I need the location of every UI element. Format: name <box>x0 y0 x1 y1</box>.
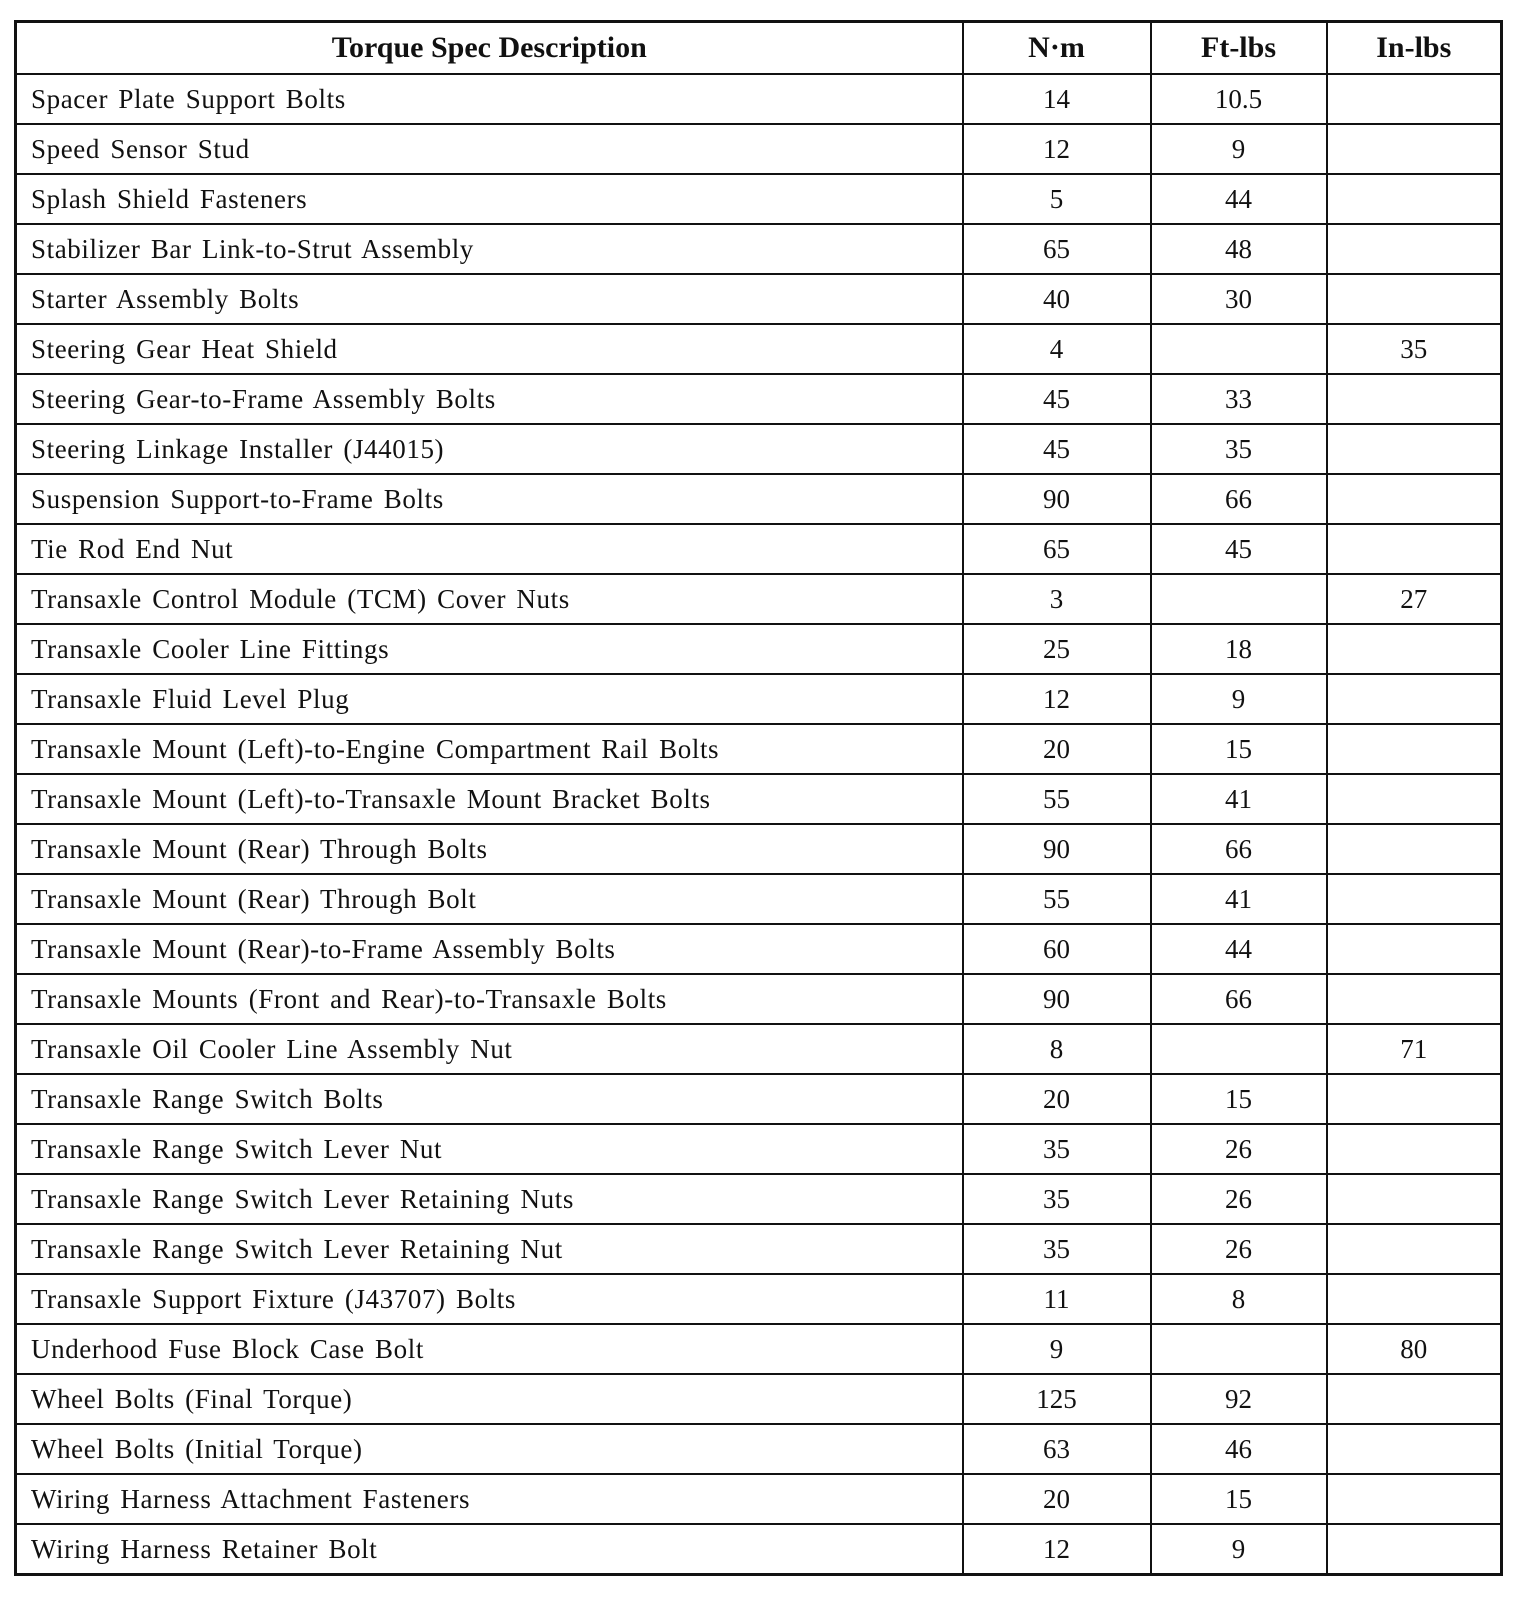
cell-description: Transaxle Fluid Level Plug <box>16 674 963 724</box>
cell-inlbs <box>1327 524 1502 574</box>
cell-ftlbs: 46 <box>1151 1424 1327 1474</box>
cell-ftlbs: 92 <box>1151 1374 1327 1424</box>
cell-ftlbs: 41 <box>1151 874 1327 924</box>
table-row <box>16 1524 1502 1575</box>
cell-ftlbs: 26 <box>1151 1174 1327 1224</box>
cell-inlbs <box>1327 874 1502 924</box>
cell-ftlbs <box>1151 574 1327 624</box>
cell-inlbs <box>1327 1524 1502 1575</box>
cell-nm: 25 <box>963 624 1151 674</box>
cell-nm: 40 <box>963 274 1151 324</box>
cell-nm: 90 <box>963 974 1151 1024</box>
cell-nm: 45 <box>963 374 1151 424</box>
cell-description: Spacer Plate Support Bolts <box>16 74 963 124</box>
cell-inlbs <box>1327 124 1502 174</box>
cell-ftlbs: 15 <box>1151 724 1327 774</box>
cell-nm: 90 <box>963 824 1151 874</box>
table-row <box>16 374 1502 424</box>
cell-description: Wiring Harness Retainer Bolt <box>16 1524 963 1575</box>
cell-nm: 20 <box>963 1474 1151 1524</box>
table-row <box>16 1024 1502 1074</box>
cell-nm: 35 <box>963 1124 1151 1174</box>
cell-inlbs: 71 <box>1327 1024 1502 1074</box>
cell-description: Steering Gear Heat Shield <box>16 324 963 374</box>
table-row <box>16 174 1502 224</box>
cell-ftlbs: 33 <box>1151 374 1327 424</box>
cell-nm: 9 <box>963 1324 1151 1374</box>
cell-inlbs: 80 <box>1327 1324 1502 1374</box>
table-row <box>16 1324 1502 1374</box>
cell-inlbs <box>1327 674 1502 724</box>
cell-inlbs: 35 <box>1327 324 1502 374</box>
cell-nm: 63 <box>963 1424 1151 1474</box>
cell-nm: 65 <box>963 524 1151 574</box>
table-row <box>16 1074 1502 1124</box>
header-ftlbs: Ft-lbs <box>1151 22 1327 75</box>
cell-ftlbs: 66 <box>1151 474 1327 524</box>
cell-nm: 20 <box>963 724 1151 774</box>
cell-inlbs <box>1327 74 1502 124</box>
cell-nm: 11 <box>963 1274 1151 1324</box>
cell-ftlbs: 26 <box>1151 1224 1327 1274</box>
cell-nm: 12 <box>963 124 1151 174</box>
cell-description: Transaxle Mount (Rear)-to-Frame Assembly Bolts <box>16 924 963 974</box>
cell-inlbs <box>1327 1074 1502 1124</box>
cell-description: Transaxle Mounts (Front and Rear)-to-Transaxle Bolts <box>16 974 963 1024</box>
cell-ftlbs: 9 <box>1151 1524 1327 1575</box>
cell-description: Speed Sensor Stud <box>16 124 963 174</box>
table-row <box>16 224 1502 274</box>
cell-nm: 45 <box>963 424 1151 474</box>
cell-description: Stabilizer Bar Link-to-Strut Assembly <box>16 224 963 274</box>
table-row <box>16 674 1502 724</box>
cell-description: Transaxle Range Switch Lever Retaining Nuts <box>16 1174 963 1224</box>
cell-inlbs <box>1327 724 1502 774</box>
cell-description: Wiring Harness Attachment Fasteners <box>16 1474 963 1524</box>
cell-nm: 60 <box>963 924 1151 974</box>
cell-ftlbs: 15 <box>1151 1074 1327 1124</box>
cell-description: Steering Linkage Installer (J44015) <box>16 424 963 474</box>
cell-inlbs <box>1327 224 1502 274</box>
cell-inlbs <box>1327 424 1502 474</box>
table-row <box>16 824 1502 874</box>
cell-nm: 12 <box>963 674 1151 724</box>
cell-inlbs <box>1327 924 1502 974</box>
cell-inlbs <box>1327 374 1502 424</box>
cell-nm: 35 <box>963 1224 1151 1274</box>
cell-nm: 55 <box>963 774 1151 824</box>
header-description: Torque Spec Description <box>16 22 963 75</box>
header-row <box>16 22 1502 75</box>
cell-nm: 90 <box>963 474 1151 524</box>
cell-ftlbs <box>1151 324 1327 374</box>
table-row <box>16 74 1502 124</box>
table-row <box>16 924 1502 974</box>
cell-ftlbs <box>1151 1024 1327 1074</box>
cell-ftlbs: 18 <box>1151 624 1327 674</box>
cell-description: Steering Gear-to-Frame Assembly Bolts <box>16 374 963 424</box>
table-row <box>16 274 1502 324</box>
cell-ftlbs: 30 <box>1151 274 1327 324</box>
cell-description: Transaxle Control Module (TCM) Cover Nuts <box>16 574 963 624</box>
cell-ftlbs: 41 <box>1151 774 1327 824</box>
cell-ftlbs: 44 <box>1151 924 1327 974</box>
cell-inlbs <box>1327 174 1502 224</box>
cell-ftlbs: 66 <box>1151 824 1327 874</box>
table-row <box>16 1424 1502 1474</box>
table-row <box>16 624 1502 674</box>
table-row <box>16 124 1502 174</box>
cell-description: Suspension Support-to-Frame Bolts <box>16 474 963 524</box>
cell-ftlbs <box>1151 1324 1327 1374</box>
cell-description: Transaxle Range Switch Lever Retaining Nut <box>16 1224 963 1274</box>
cell-description: Transaxle Mount (Left)-to-Engine Compartment Rail Bolts <box>16 724 963 774</box>
cell-description: Transaxle Mount (Rear) Through Bolts <box>16 824 963 874</box>
table-row <box>16 1174 1502 1224</box>
cell-inlbs <box>1327 1274 1502 1324</box>
cell-description: Underhood Fuse Block Case Bolt <box>16 1324 963 1374</box>
cell-description: Wheel Bolts (Initial Torque) <box>16 1424 963 1474</box>
cell-inlbs <box>1327 1124 1502 1174</box>
cell-description: Tie Rod End Nut <box>16 524 963 574</box>
cell-description: Transaxle Mount (Left)-to-Transaxle Mount Bracket Bolts <box>16 774 963 824</box>
table-row <box>16 974 1502 1024</box>
cell-inlbs: 27 <box>1327 574 1502 624</box>
cell-nm: 20 <box>963 1074 1151 1124</box>
cell-nm: 55 <box>963 874 1151 924</box>
cell-ftlbs: 15 <box>1151 1474 1327 1524</box>
cell-description: Transaxle Range Switch Lever Nut <box>16 1124 963 1174</box>
table-body <box>16 74 1502 1575</box>
torque-spec-table <box>14 20 1503 1576</box>
cell-description: Transaxle Cooler Line Fittings <box>16 624 963 674</box>
cell-description: Transaxle Support Fixture (J43707) Bolts <box>16 1274 963 1324</box>
header-inlbs: In-lbs <box>1327 22 1502 75</box>
cell-ftlbs: 10.5 <box>1151 74 1327 124</box>
table-row <box>16 1374 1502 1424</box>
table-row <box>16 424 1502 474</box>
table-row <box>16 324 1502 374</box>
cell-ftlbs: 48 <box>1151 224 1327 274</box>
cell-nm: 4 <box>963 324 1151 374</box>
cell-nm: 8 <box>963 1024 1151 1074</box>
cell-inlbs <box>1327 624 1502 674</box>
table-row <box>16 1124 1502 1174</box>
cell-inlbs <box>1327 774 1502 824</box>
cell-inlbs <box>1327 1424 1502 1474</box>
cell-ftlbs: 44 <box>1151 174 1327 224</box>
cell-nm: 35 <box>963 1174 1151 1224</box>
cell-inlbs <box>1327 1474 1502 1524</box>
header-nm: N·m <box>963 22 1151 75</box>
cell-description: Splash Shield Fasteners <box>16 174 963 224</box>
cell-nm: 14 <box>963 74 1151 124</box>
table-row <box>16 1274 1502 1324</box>
cell-inlbs <box>1327 824 1502 874</box>
cell-inlbs <box>1327 474 1502 524</box>
cell-description: Starter Assembly Bolts <box>16 274 963 324</box>
cell-ftlbs: 35 <box>1151 424 1327 474</box>
cell-inlbs <box>1327 274 1502 324</box>
cell-inlbs <box>1327 1224 1502 1274</box>
cell-ftlbs: 45 <box>1151 524 1327 574</box>
cell-ftlbs: 8 <box>1151 1274 1327 1324</box>
cell-description: Transaxle Mount (Rear) Through Bolt <box>16 874 963 924</box>
cell-nm: 5 <box>963 174 1151 224</box>
cell-ftlbs: 9 <box>1151 674 1327 724</box>
cell-description: Transaxle Oil Cooler Line Assembly Nut <box>16 1024 963 1074</box>
cell-ftlbs: 26 <box>1151 1124 1327 1174</box>
table-row <box>16 524 1502 574</box>
cell-nm: 65 <box>963 224 1151 274</box>
table-row <box>16 474 1502 524</box>
cell-nm: 125 <box>963 1374 1151 1424</box>
table-row <box>16 774 1502 824</box>
cell-ftlbs: 66 <box>1151 974 1327 1024</box>
table-row <box>16 724 1502 774</box>
cell-description: Transaxle Range Switch Bolts <box>16 1074 963 1124</box>
table-row <box>16 1224 1502 1274</box>
table-row <box>16 1474 1502 1524</box>
cell-inlbs <box>1327 1374 1502 1424</box>
cell-nm: 12 <box>963 1524 1151 1575</box>
cell-inlbs <box>1327 974 1502 1024</box>
cell-nm: 3 <box>963 574 1151 624</box>
cell-description: Wheel Bolts (Final Torque) <box>16 1374 963 1424</box>
cell-inlbs <box>1327 1174 1502 1224</box>
cell-ftlbs: 9 <box>1151 124 1327 174</box>
table-row <box>16 874 1502 924</box>
table-row <box>16 574 1502 624</box>
